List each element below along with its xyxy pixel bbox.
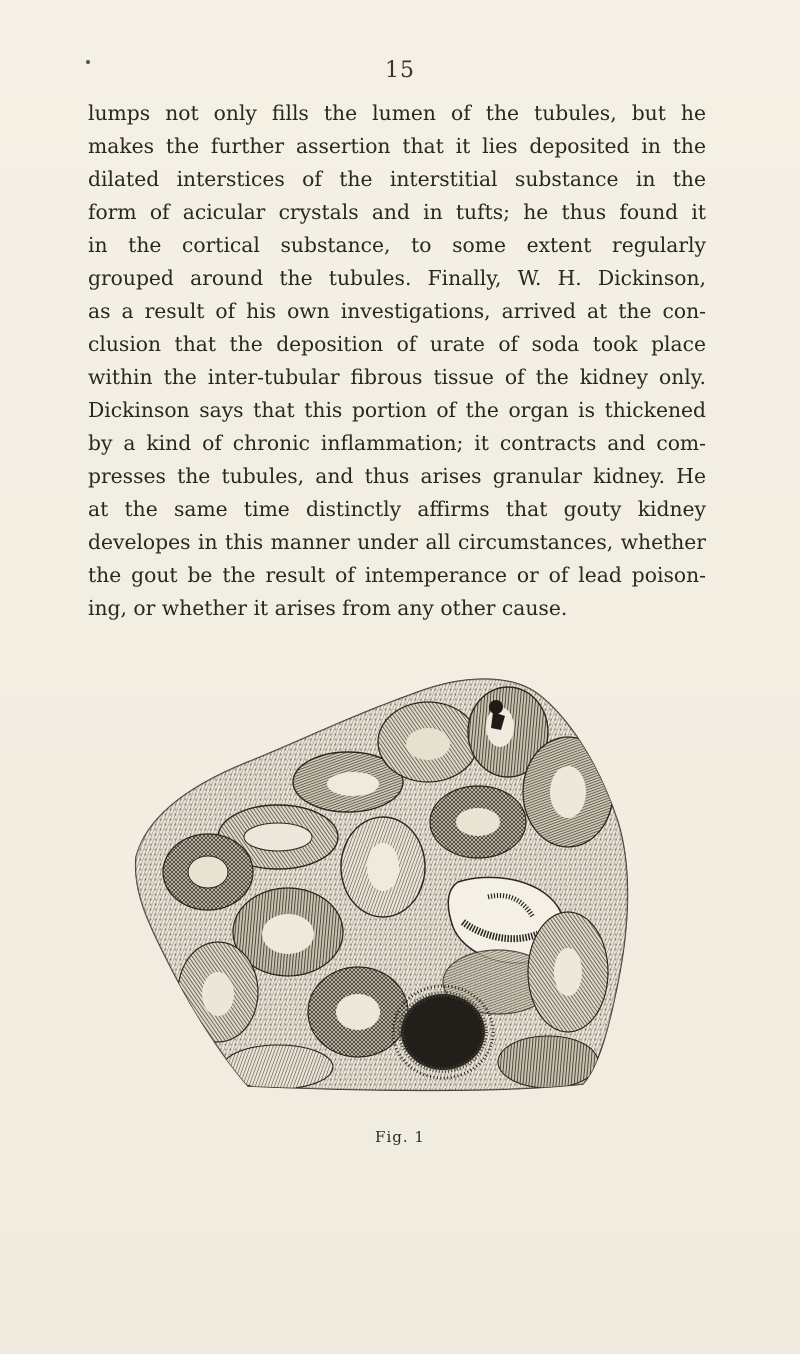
text-line: clusion that the deposition of urate of soda took place [88,332,706,356]
text-line: within the inter-tubular fibrous tissue of the kidney only. [88,365,706,389]
text-line: form of acicular crystals and in tufts; he thus found it [88,200,706,224]
text-line: dilated interstices of the interstitial substance in the [88,167,706,191]
text-line: makes the further assertion that it lies deposited in the [88,134,706,158]
text-line: ing, or whether it arises from any other cause. [88,596,568,620]
text-line: as a result of his own investigations, arrived at the con- [88,299,706,323]
text-line: developes in this manner under all circumstances, whether [88,530,706,554]
text-line: grouped around the tubules. Finally, W. H. Dickinson, [88,266,706,290]
body-paragraph [88,97,706,625]
text-line: the gout be the result of intemperance or of lead poison- [88,563,706,587]
page-number: 15 [385,58,415,83]
kidney-section-illustration [128,672,633,1094]
text-line: in the cortical substance, to some extent regularly [88,233,706,257]
histology-engraving [128,672,633,1094]
print-speck [86,60,90,64]
text-line: presses the tubules, and thus arises granular kidney. He [88,464,706,488]
text-line: by a kind of chronic inflammation; it contracts and com- [88,431,706,455]
text-line: at the same time distinctly affirms that gouty kidney [88,497,706,521]
text-line: lumps not only fills the lumen of the tubules, but he [88,101,706,125]
text-line: Dickinson says that this portion of the organ is thickened [88,398,706,422]
figure-caption: Fig. 1 [375,1128,425,1146]
